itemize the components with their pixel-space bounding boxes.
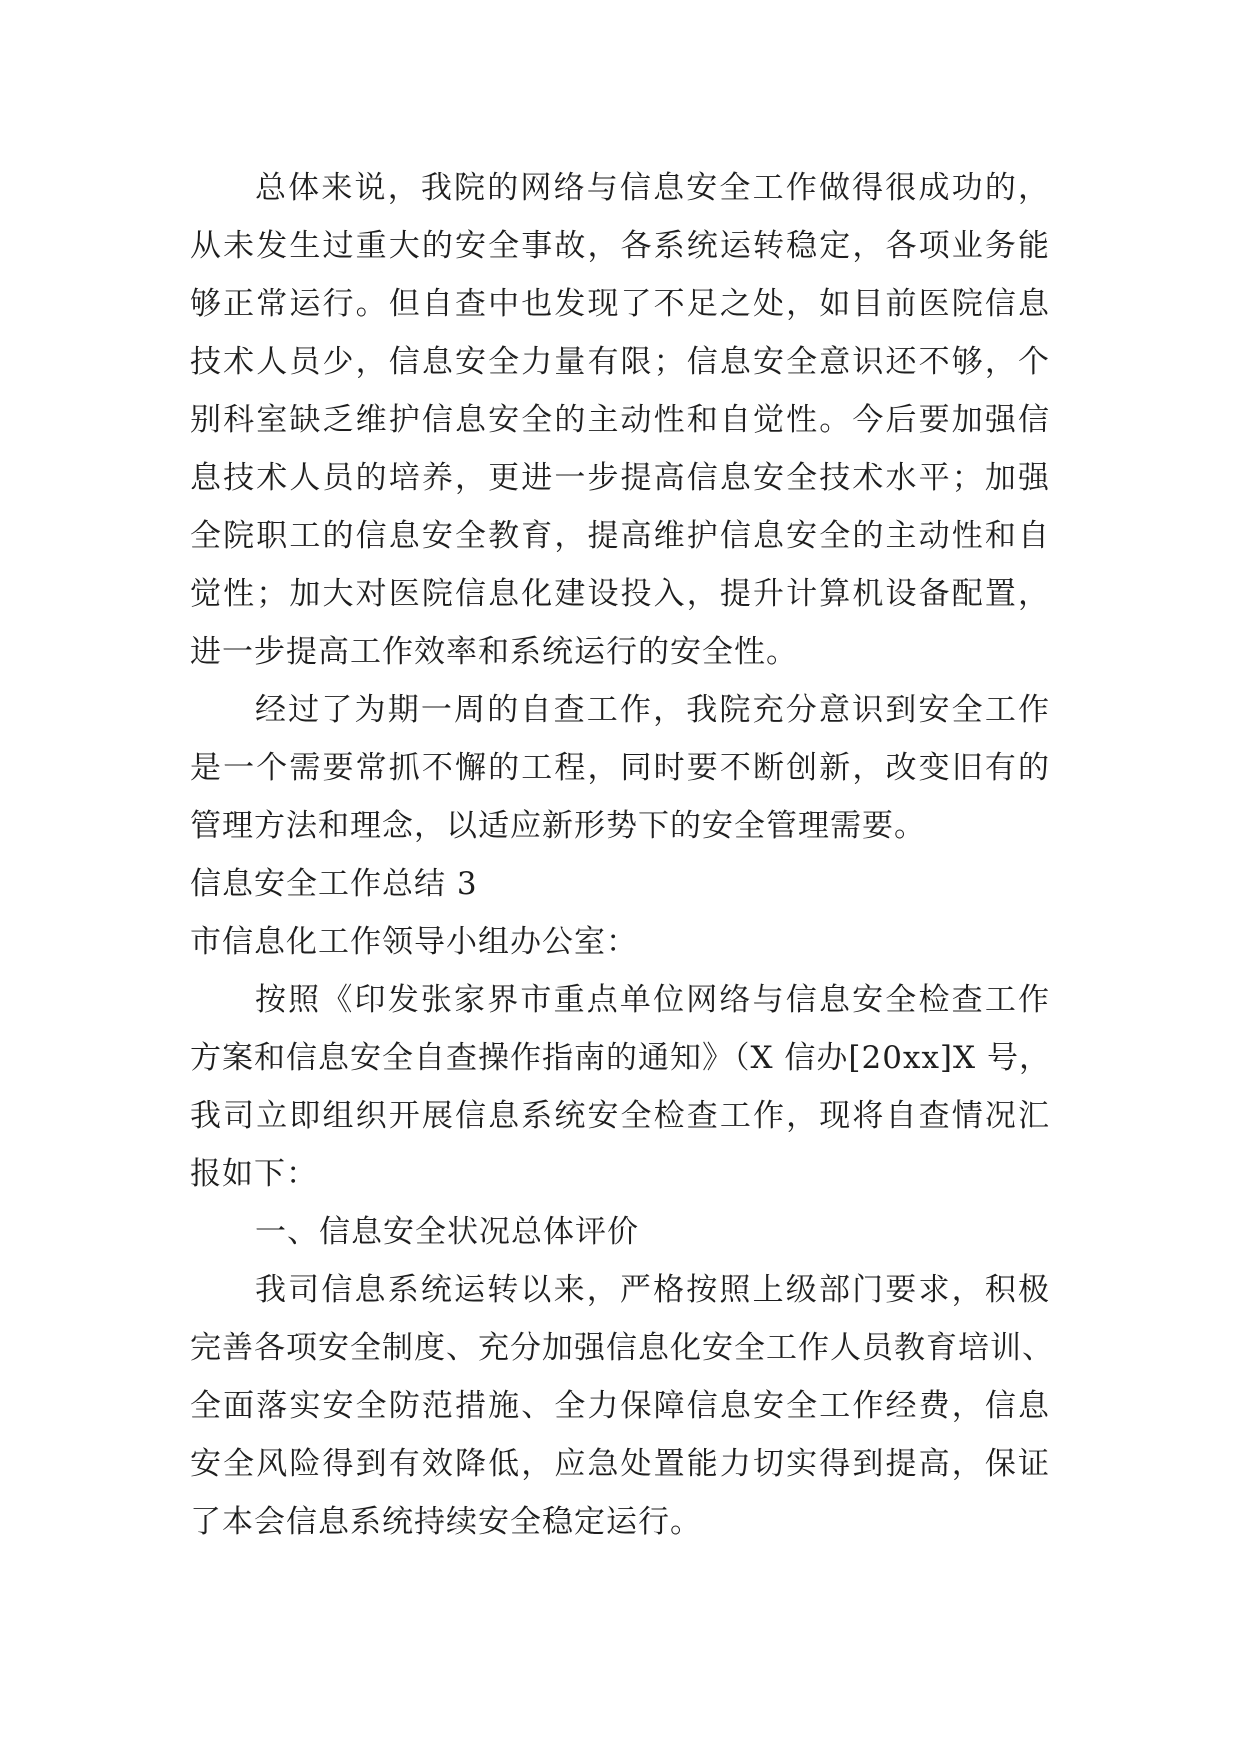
paragraph-line: 全面落实安全防范措施、全力保障信息安全工作经费，信息 [190,1388,1050,1424]
paragraph-line: 全院职工的信息安全教育，提高维护信息安全的主动性和自 [190,518,1050,554]
paragraph-line: 总体来说，我院的网络与信息安全工作做得很成功的， [255,170,1050,206]
paragraph-line: 技术人员少，信息安全力量有限；信息安全意识还不够，个 [190,344,1050,380]
subsection-heading: 一、信息安全状况总体评价 [255,1214,639,1250]
paragraph-line: 从未发生过重大的安全事故，各系统运转稳定，各项业务能 [190,228,1050,264]
paragraph-line: 了本会信息系统持续安全稳定运行。 [190,1504,702,1540]
paragraph-line: 进一步提高工作效率和系统运行的安全性。 [190,634,798,670]
addressee: 市信息化工作领导小组办公室： [190,924,638,960]
paragraph-line: 管理方法和理念，以适应新形势下的安全管理需要。 [190,808,926,844]
section-heading: 信息安全工作总结 3 [190,866,478,902]
paragraph-line: 是一个需要常抓不懈的工程，同时要不断创新，改变旧有的 [190,750,1050,786]
paragraph-line: 我司信息系统运转以来，严格按照上级部门要求，积极 [255,1272,1050,1308]
paragraph-line: 经过了为期一周的自查工作，我院充分意识到安全工作 [255,692,1050,728]
paragraph-line: 够正常运行。但自查中也发现了不足之处，如目前医院信息 [190,286,1050,322]
paragraph-line: 别科室缺乏维护信息安全的主动性和自觉性。今后要加强信 [190,402,1050,438]
paragraph-line: 息技术人员的培养，更进一步提高信息安全技术水平；加强 [190,460,1050,496]
paragraph-line: 我司立即组织开展信息系统安全检查工作，现将自查情况汇 [190,1098,1050,1134]
paragraph-line: 按照《印发张家界市重点单位网络与信息安全检查工作 [255,982,1050,1018]
paragraph-line: 觉性；加大对医院信息化建设投入，提升计算机设备配置， [190,576,1050,612]
paragraph-line: 安全风险得到有效降低，应急处置能力切实得到提高，保证 [190,1446,1050,1482]
paragraph-line: 方案和信息安全自查操作指南的通知》（X 信办[20xx]X 号， [190,1040,1051,1076]
paragraph-line: 报如下： [190,1156,318,1192]
paragraph-line: 完善各项安全制度、充分加强信息化安全工作人员教育培训、 [190,1330,1054,1366]
